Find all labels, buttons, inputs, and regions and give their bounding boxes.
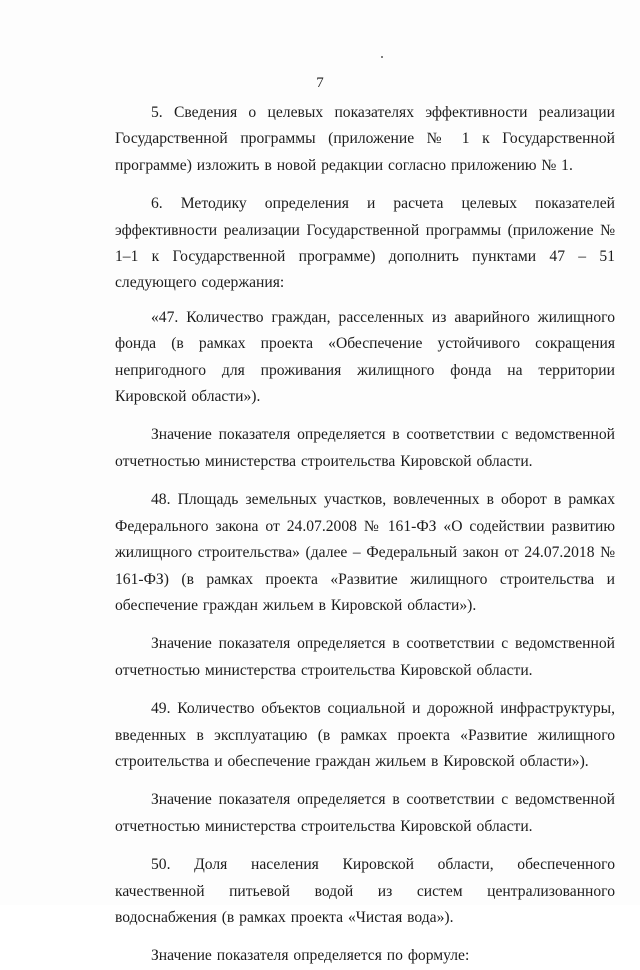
paragraph-item-48: 48. Площадь земельных участков, вовлеченных в оборот в рамках Федерального закона от 24.07.2008 № 161-ФЗ «О содействии развитию жилищного строительства» (далее – Федеральный закон от 24.07.2018 № 161-ФЗ) (в рамках проекта «Развитие жилищного строительства и обеспечение граждан жильем в Кировской области»). [115,491,615,614]
paragraph-note-48: Значение показателя определяется в соответствии с ведомственной отчетностью министерства строительства Кировской области. [115,635,615,679]
paragraph-item-5: 5. Сведения о целевых показателях эффективности реализации Государственной программы (приложение № 1 к Государственной программе) изложить в новой редакции согласно приложению № 1. [115,104,615,174]
page-number: 7 [316,75,324,91]
paragraph-item-47: «47. Количество граждан, расселенных из аварийного жилищного фонда (в рамках проекта «Обеспечение устойчивого сокращения непригодного для проживания жилищного фонда на территории Кировской области»). [115,308,615,406]
scan-speck [381,56,383,58]
paragraph-item-50: 50. Доля населения Кировской области, обеспеченного качественной питьевой водой из систем централизованного водоснабжения (в рамках проекта «Чистая вода»). [115,856,615,926]
paragraph-item-6: 6. Методику определения и расчета целевых показателей эффективности реализации Государственной программы (приложение № 1–1 к Государственной программе) дополнить пунктами 47 – 51 следующего содержания: [115,195,615,292]
paragraph-formula-intro: Значение показателя определяется по формуле: [151,947,470,965]
document-body [115,100,615,970]
paragraph-note-47: Значение показателя определяется в соответствии с ведомственной отчетностью министерства строительства Кировской области. [115,426,615,470]
paragraph-item-49: 49. Количество объектов социальной и дорожной инфраструктуры, введенных в эксплуатацию (в рамках проекта «Развитие жилищного строительства и обеспечение граждан жильем в Кировской области»). [115,700,615,770]
paragraph-note-49: Значение показателя определяется в соответствии с ведомственной отчетностью министерства строительства Кировской области. [115,791,615,835]
